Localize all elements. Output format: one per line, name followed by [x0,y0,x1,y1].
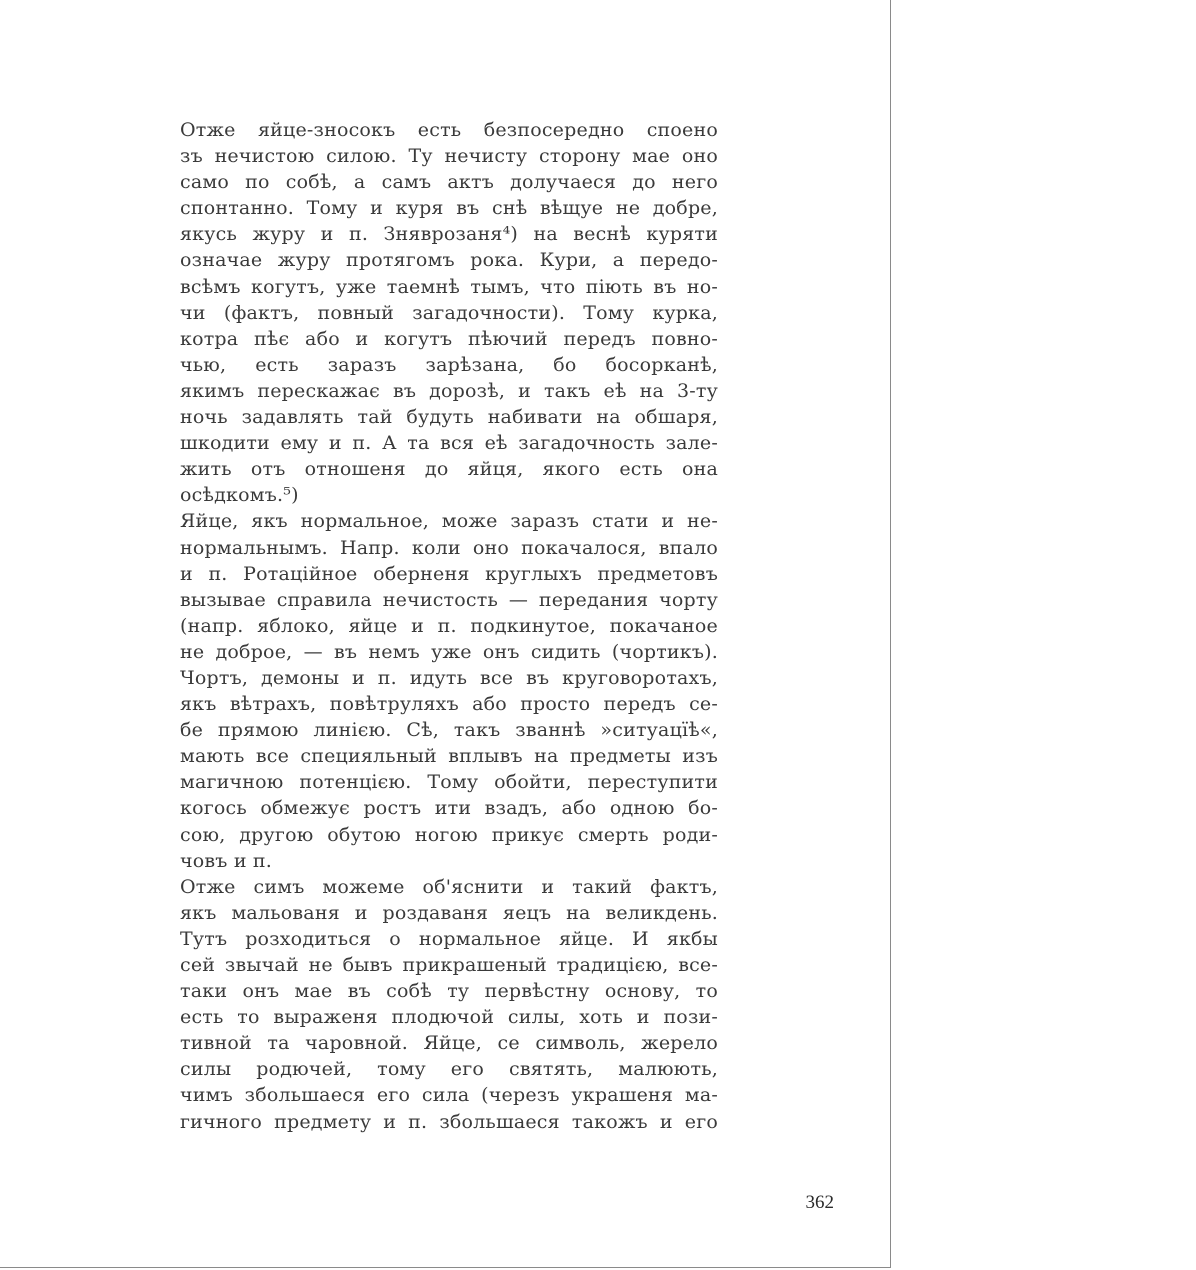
body-text [180,117,718,1135]
text-line: чимъ збольшаеся его сила (черезъ украшеня ма- [180,1084,718,1107]
text-line: Яйце, якъ нормальное, може заразъ стати и не- [180,510,718,533]
text-line: якъ мальованя и роздаваня яецъ на великдень. [180,901,718,924]
text-line: якимъ перескажає въ дорозѣ, и такъ еѣ на 3-ту [180,379,718,402]
text-line: осѣдкомъ.⁵) [180,484,299,507]
text-line: чи (фактъ, повный загадочности). Тому курка, [180,301,718,324]
text-line: (напр. яблоко, яйце и п. подкинутое, покачаное [180,614,718,637]
text-line: Отже симъ можеме об'яснити и такий фактъ, [180,875,718,898]
text-line: сей звычай не бывъ прикрашеный традицією, все- [180,954,718,976]
text-line: якъ вѣтрахъ, повѣтруляхъ або просто передъ се- [180,693,718,716]
text-line: гичного предмету и п. збольшаеся такожъ и его [180,1110,718,1133]
text-line: спонтанно. Тому и куря въ снѣ вѣщуе не добре, [180,197,718,220]
text-line: сою, другою обутою ногою прикує смерть роди- [180,823,718,846]
text-line: когось обмежує ростъ ити взадъ, або одною бо- [180,797,718,820]
paragraph-1 [180,117,718,508]
page-number: 362 [805,1192,834,1213]
text-line: магичною потенцією. Тому обойти, переступити [180,771,718,794]
text-line: чью, есть заразъ зарѣзана, бо босорканѣ, [180,353,718,376]
text-line: човъ и п. [180,849,273,872]
text-line: нормальнымъ. Напр. коли оно покачалося, впало [180,536,718,559]
text-line: есть то выраженя плодючой силы, хоть и пози- [180,1006,718,1029]
text-line: вызывае справила нечистость — передания чорту [180,588,718,611]
text-line: мають все специяльный вплывъ на предметы изъ [180,745,718,768]
text-line: Тутъ розходиться о нормальное яйце. И якбы [180,927,718,950]
text-line: Отже яйце-зносокъ есть безпосередно споено [180,119,718,141]
text-line: силы родючей, тому его святять, малюють, [180,1058,718,1081]
text-line: всѣмъ когутъ, уже таемнѣ тымъ, что піють въ но- [180,275,718,298]
text-line: бе прямою линією. Сѣ, такъ званнѣ »ситуацїѣ«, [180,719,718,742]
text-line: жить отъ отношеня до яйця, якого есть она [180,458,718,481]
paragraph-3 [180,874,718,1135]
text-line: таки онъ мае въ собѣ ту первѣстну основу, то [180,980,718,1003]
text-line: шкодити ему и п. А та вся еѣ загадочность зале- [180,432,718,455]
text-line: тивной та чаровной. Яйце, се символь, жерело [180,1032,718,1055]
text-line: котра пѣє або и когутъ пѣючий передъ повно- [180,327,718,350]
text-line: не доброе, — въ немъ уже онъ сидить (чортикъ). [180,640,718,663]
text-line: якусь журу и п. Зняврозаня⁴) на веснѣ куряти [180,223,718,246]
text-line: Чортъ, демоны и п. идуть все въ круговоротахъ, [180,666,718,689]
text-line: и п. Ротаційное оберненя круглыхъ предметовъ [180,562,718,585]
text-line: само по собѣ, а самъ актъ долучаеся до него [180,171,718,194]
text-line: ночь задавлять тай будуть набивати на обшаря, [180,406,718,429]
text-line: зъ нечистою силою. Ту нечисту сторону мае оно [180,145,718,168]
text-line: означае журу протягомъ рока. Кури, а передо- [180,249,718,272]
paragraph-2 [180,508,718,873]
